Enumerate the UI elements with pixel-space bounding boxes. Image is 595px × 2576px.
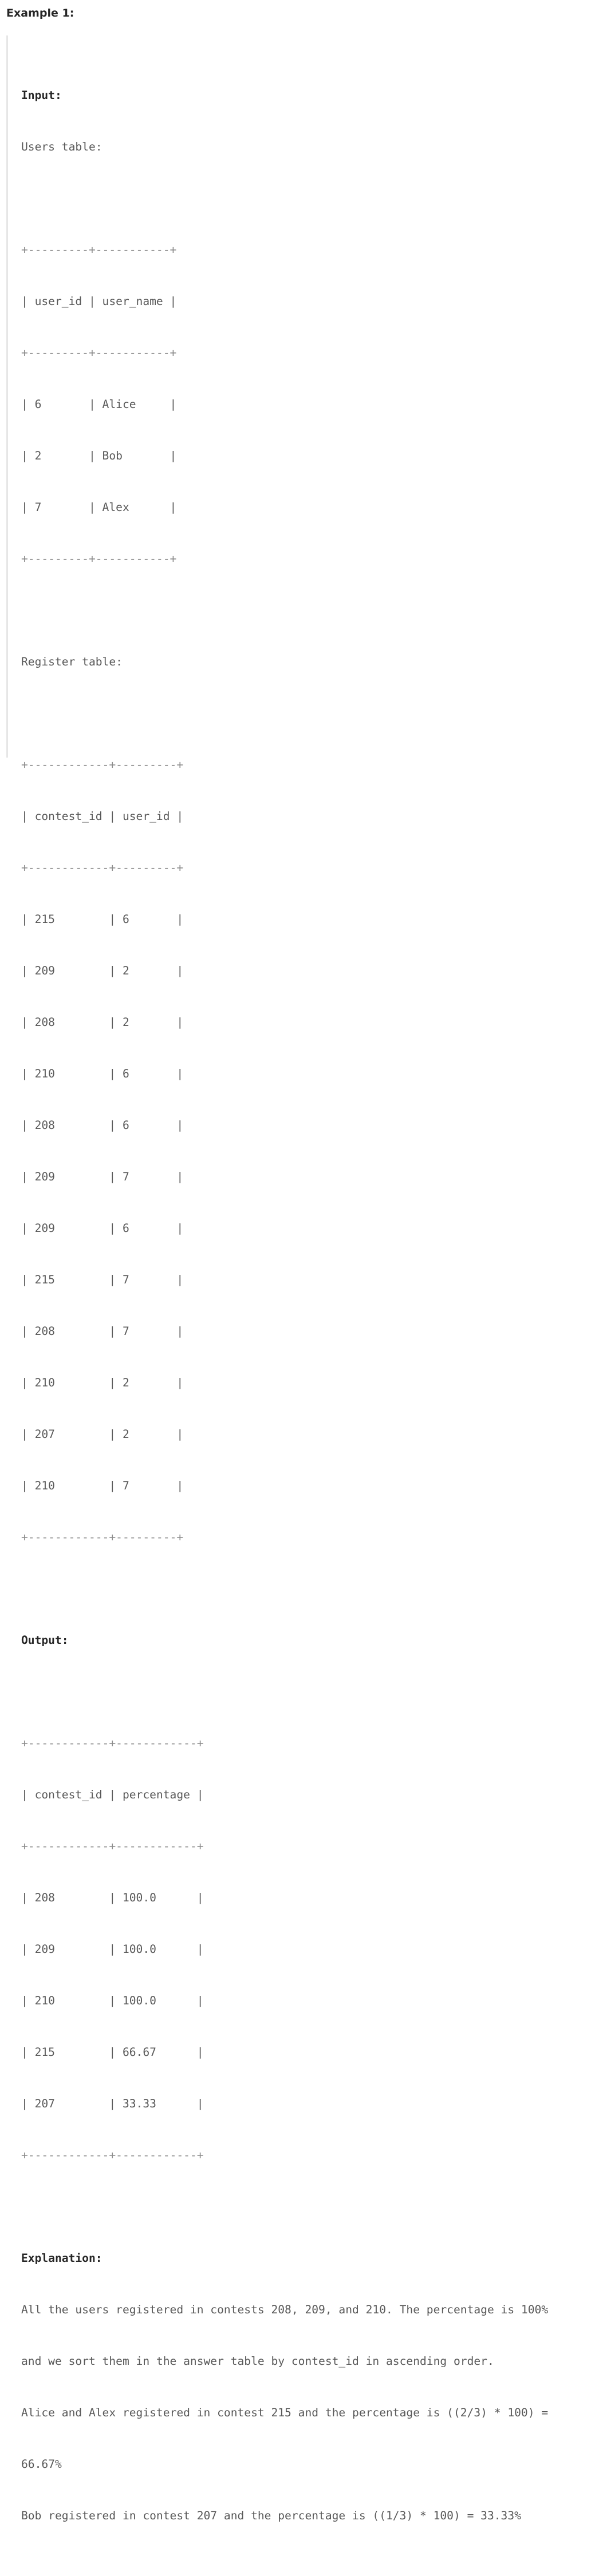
table-border: +------------+---------+ [21, 758, 184, 771]
table-border: +------------+------------+ [21, 1840, 204, 1853]
users-table-label: Users table: [21, 140, 103, 153]
explanation-line: Bob registered in contest 207 and the percentage is ((1/3) * 100) = 33.33% [21, 2509, 521, 2522]
register-table-label: Register table: [21, 655, 123, 668]
table-border: +------------+------------+ [21, 2149, 204, 2162]
table-header-row: | contest_id | user_id | [21, 810, 184, 823]
table-row: | 209 | 7 | [21, 1170, 184, 1183]
table-border: +------------+---------+ [21, 861, 184, 874]
table-row: | 207 | 2 | [21, 1428, 184, 1441]
table-border: +------------+------------+ [21, 1737, 204, 1750]
table-row: | 215 | 7 | [21, 1273, 184, 1286]
example-block [6, 35, 592, 2522]
table-border: +---------+-----------+ [21, 552, 177, 565]
explanation-line: and we sort them in the answer table by contest_id in ascending order. [21, 2355, 494, 2368]
explanation-line: 66.67% [21, 2458, 62, 2471]
table-row: | 209 | 100.0 | [21, 1943, 204, 1956]
table-row: | 2 | Bob | [21, 449, 177, 462]
table-border: +------------+---------+ [21, 1531, 184, 1544]
table-row: | 210 | 100.0 | [21, 1994, 204, 2007]
table-row: | 6 | Alice | [21, 398, 177, 411]
table-row: | 210 | 7 | [21, 1479, 184, 1492]
table-header-row: | contest_id | percentage | [21, 1788, 204, 1801]
table-row: | 215 | 66.67 | [21, 2046, 204, 2059]
table-row: | 215 | 6 | [21, 913, 184, 926]
explanation-label: Explanation: [21, 2252, 103, 2265]
table-header-row: | user_id | user_name | [21, 295, 177, 308]
register-table [21, 722, 591, 1580]
table-row: | 210 | 2 | [21, 1376, 184, 1389]
table-border: +---------+-----------+ [21, 346, 177, 359]
example-title: Example 1: [6, 7, 74, 19]
table-row: | 207 | 33.33 | [21, 2097, 204, 2110]
table-row: | 209 | 2 | [21, 964, 184, 977]
table-row: | 208 | 2 | [21, 1016, 184, 1029]
table-row: | 209 | 6 | [21, 1222, 184, 1235]
table-row: | 210 | 6 | [21, 1067, 184, 1080]
table-row: | 208 | 6 | [21, 1119, 184, 1132]
users-table [21, 207, 591, 602]
input-label: Input: [21, 89, 62, 102]
explanation-line: Alice and Alex registered in contest 215 and the percentage is ((2/3) * 100) = [21, 2406, 549, 2419]
table-row: | 208 | 100.0 | [21, 1891, 204, 1904]
output-table [21, 1701, 591, 2198]
table-row: | 208 | 7 | [21, 1325, 184, 1338]
output-label: Output: [21, 1634, 69, 1647]
explanation-line: All the users registered in contests 208, 209, and 210. The percentage is 100% [21, 2303, 549, 2316]
table-row: | 7 | Alex | [21, 501, 177, 514]
example-content [21, 35, 591, 2576]
table-border: +---------+-----------+ [21, 243, 177, 256]
